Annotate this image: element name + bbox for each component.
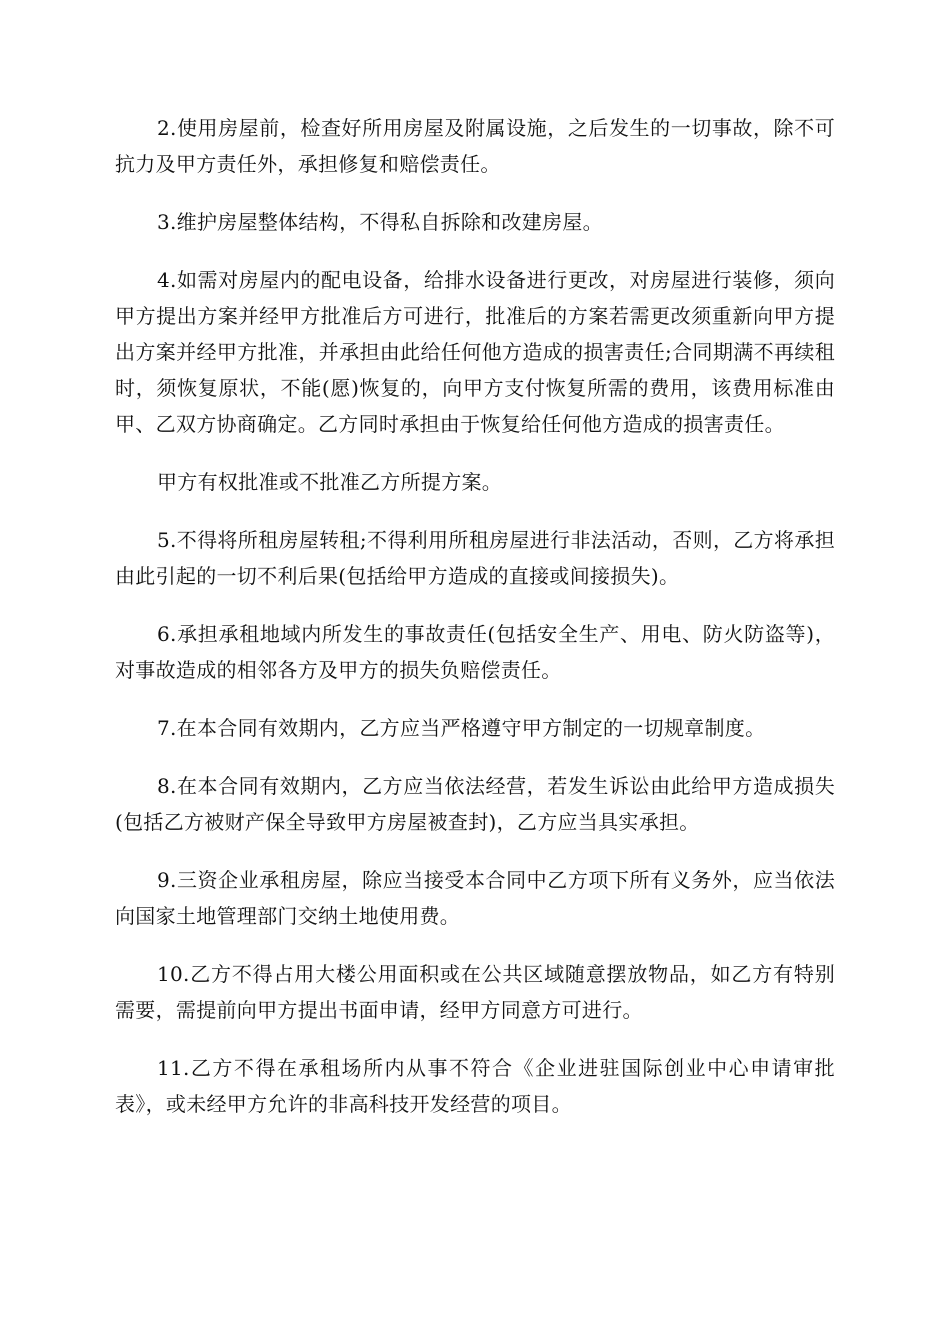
clause-4-note: 甲方有权批准或不批准乙方所提方案。 [157,470,503,494]
clause-8: 8.在本合同有效期内，乙方应当依法经营，若发生诉讼由此给甲方造成损失(包括乙方被财产保全导致甲方房屋被查封)，乙方应当具实承担。 [115,774,835,834]
clause-2: 2.使用房屋前，检查好所用房屋及附属设施，之后发生的一切事故，除不可抗力及甲方责任外，承担修复和赔偿责任。 [115,116,835,176]
clause-4: 4.如需对房屋内的配电设备，给排水设备进行更改，对房屋进行装修，须向甲方提出方案并经甲方批准后方可进行，批准后的方案若需更改须重新向甲方提出方案并经甲方批准，并承担由此给任何他方造成的损害责任;合同期满不再续租时，须恢复原状，不能(愿)恢复的，向甲方支付恢复所需的费用，该费用标准由甲、乙双方协商确定。乙方同时承担由于恢复给任何他方造成的损害责任。 [115,268,835,436]
clause-3: 3.维护房屋整体结构，不得私自拆除和改建房屋。 [157,210,603,234]
clause-9: 9.三资企业承租房屋，除应当接受本合同中乙方项下所有义务外，应当依法向国家土地管理部门交纳土地使用费。 [115,868,835,928]
clause-11: 11.乙方不得在承租场所内从事不符合《企业进驻国际创业中心申请审批表》，或未经甲方允许的非高科技开发经营的项目。 [115,1056,835,1116]
clause-6: 6.承担承租地域内所发生的事故责任(包括安全生产、用电、防火防盗等)，对事故造成的相邻各方及甲方的损失负赔偿责任。 [115,622,835,682]
clause-5: 5.不得将所租房屋转租;不得利用所租房屋进行非法活动，否则，乙方将承担由此引起的一切不利后果(包括给甲方造成的直接或间接损失)。 [115,528,835,588]
clause-7: 7.在本合同有效期内，乙方应当严格遵守甲方制定的一切规章制度。 [157,716,766,740]
clause-10: 10.乙方不得占用大楼公用面积或在公共区域随意摆放物品，如乙方有特别需要，需提前向甲方提出书面申请，经甲方同意方可进行。 [115,962,835,1022]
document-body [115,110,835,1144]
